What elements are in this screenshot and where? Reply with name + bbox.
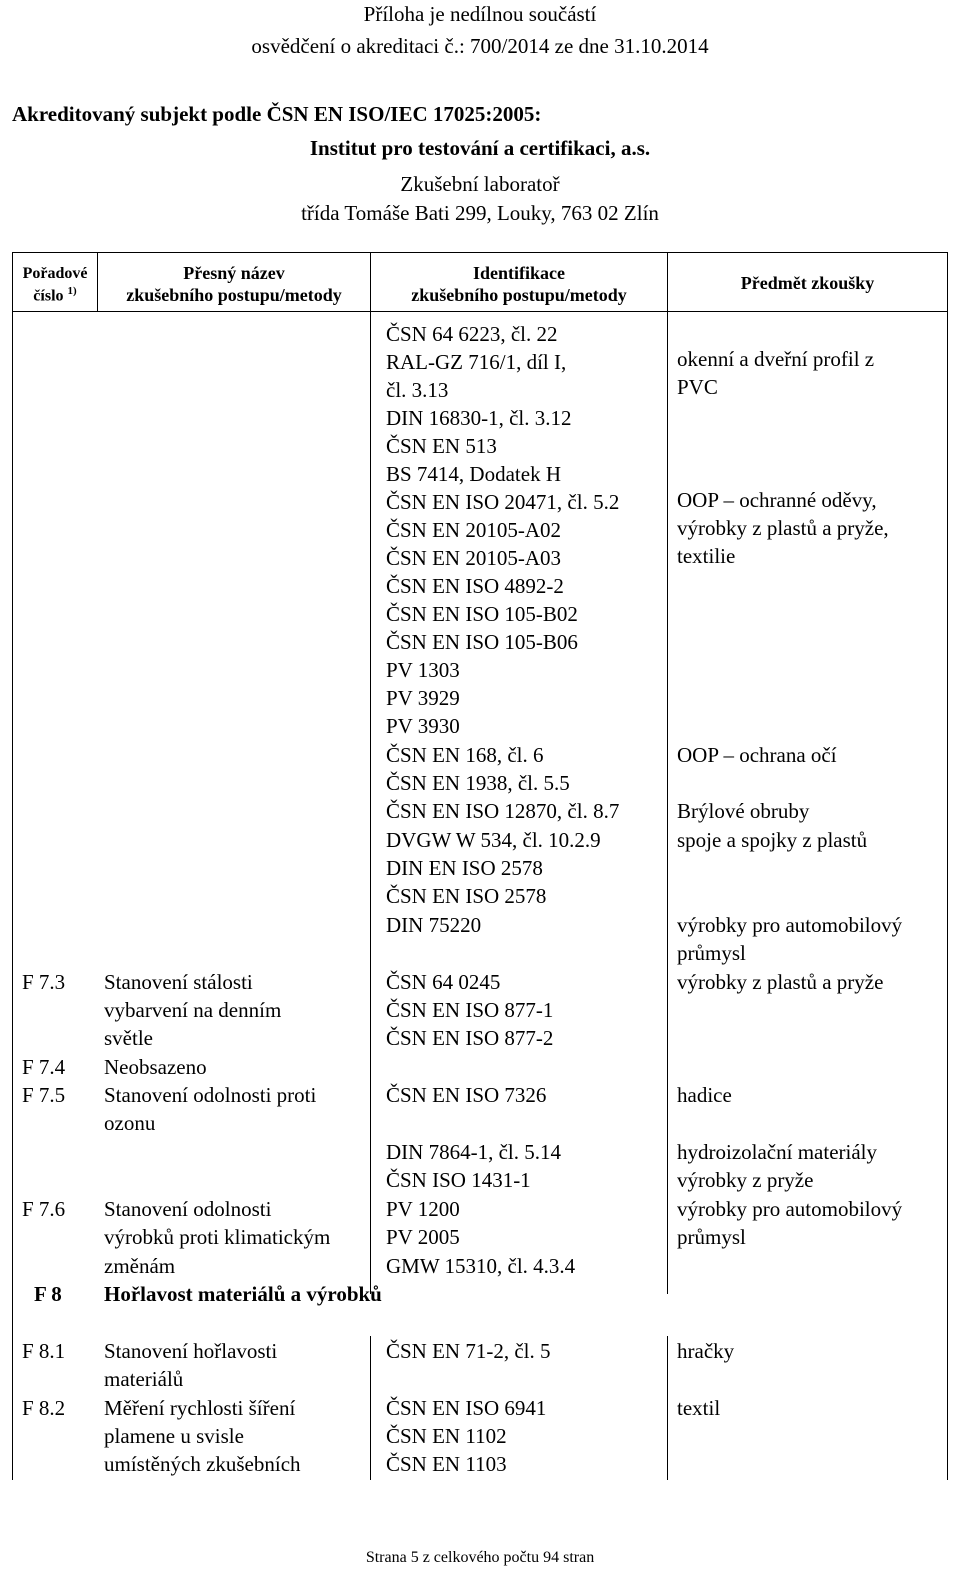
method-item: PV 1200 — [386, 1197, 460, 1221]
subject-item: hadice — [677, 1083, 732, 1107]
subject-item: okenní a dveřní profil z — [677, 347, 875, 371]
subject-item: výrobky pro automobilový — [677, 1197, 903, 1221]
row-number: F 7.5 — [22, 1083, 66, 1107]
method-item: ČSN EN ISO 7326 — [386, 1083, 547, 1107]
method-item: ČSN EN ISO 6941 — [386, 1396, 547, 1420]
method-item: ČSN EN ISO 20471, čl. 5.2 — [386, 490, 620, 514]
method-item: ČSN EN 168, čl. 6 — [386, 743, 544, 767]
table-border-left — [12, 312, 13, 1480]
subject-item: průmysl — [677, 941, 746, 965]
method-item: RAL-GZ 716/1, díl I, — [386, 350, 567, 374]
table-divider-subject — [667, 312, 668, 1294]
page-footer: Strana 5 z celkového počtu 94 stran — [365, 1549, 595, 1566]
column-header-subject: Předmět zkoušky — [667, 252, 948, 312]
subject-item: OOP – ochranné oděvy, — [677, 488, 877, 512]
section-title: Hořlavost materiálů a výrobků — [104, 1282, 382, 1306]
subject-item: výrobky z plastů a pryže, — [677, 516, 889, 540]
method-name: ozonu — [104, 1111, 156, 1135]
column-header-identification: Identifikace zkušebního postupu/metody — [370, 252, 668, 312]
method-name: materiálů — [104, 1367, 184, 1391]
subject-item: výrobky z plastů a pryže — [677, 970, 884, 994]
subject-item: Brýlové obruby — [677, 799, 810, 823]
table-divider-identification-2 — [370, 1336, 371, 1480]
institute-name: Institut pro testování a certifikaci, a.s. — [309, 136, 651, 160]
method-item: PV 3930 — [386, 714, 460, 738]
method-item: ČSN EN ISO 105-B06 — [386, 630, 578, 654]
method-item: ČSN ISO 1431-1 — [386, 1168, 531, 1192]
method-item: ČSN EN 1102 — [386, 1424, 507, 1448]
table-border-right — [947, 312, 948, 1480]
method-item: ČSN EN ISO 877-1 — [386, 998, 554, 1022]
method-item: DVGW W 534, čl. 10.2.9 — [386, 828, 601, 852]
method-item: PV 2005 — [386, 1225, 460, 1249]
method-item: ČSN EN ISO 12870, čl. 8.7 — [386, 799, 620, 823]
subject-item: výrobky pro automobilový — [677, 913, 903, 937]
subject-item: OOP – ochrana očí — [677, 743, 837, 767]
method-item: ČSN EN ISO 105-B02 — [386, 602, 578, 626]
accreditation-title: Akreditovaný subjekt podle ČSN EN ISO/IEC 17025:2005: — [12, 102, 542, 126]
subject-item: hydroizolační materiály — [677, 1140, 878, 1164]
row-number: F 7.4 — [22, 1055, 66, 1079]
row-number: F 7.6 — [22, 1197, 66, 1221]
method-name: světle — [104, 1026, 153, 1050]
method-item: ČSN EN 1938, čl. 5.5 — [386, 771, 570, 795]
subject-item: hračky — [677, 1339, 735, 1363]
method-name: Stanovení stálosti — [104, 970, 253, 994]
method-item: čl. 3.13 — [386, 378, 449, 402]
method-item: ČSN 64 0245 — [386, 970, 501, 994]
row-number: F 8.1 — [22, 1339, 66, 1363]
annex-note: Příloha je nedílnou součástí — [363, 2, 597, 26]
method-item: GMW 15310, čl. 4.3.4 — [386, 1254, 576, 1278]
method-item: BS 7414, Dodatek H — [386, 462, 561, 486]
table-divider-identification — [370, 312, 371, 1294]
method-name: Měření rychlosti šíření — [104, 1396, 296, 1420]
row-number: F 7.3 — [22, 970, 66, 994]
subject-item: spoje a spojky z plastů — [677, 828, 868, 852]
subject-item: PVC — [677, 375, 718, 399]
method-item: ČSN EN 1103 — [386, 1452, 507, 1476]
method-item: PV 1303 — [386, 658, 460, 682]
subject-item: textil — [677, 1396, 721, 1420]
lab-name: Zkušební laboratoř — [400, 172, 560, 196]
method-name: Neobsazeno — [104, 1055, 207, 1079]
method-name: Stanovení odolnosti proti — [104, 1083, 317, 1107]
method-name: změnám — [104, 1254, 176, 1278]
method-item: DIN 16830-1, čl. 3.12 — [386, 406, 572, 430]
method-item: ČSN 64 6223, čl. 22 — [386, 322, 558, 346]
section-number: F 8 — [34, 1282, 62, 1306]
method-name: plamene u svisle — [104, 1424, 244, 1448]
column-header-name: Přesný název zkušebního postupu/metody — [97, 252, 371, 312]
lab-address: třída Tomáše Bati 299, Louky, 763 02 Zlín — [301, 201, 659, 225]
row-number: F 8.2 — [22, 1396, 66, 1420]
method-item: DIN 7864-1, čl. 5.14 — [386, 1140, 561, 1164]
column-header-number: Pořadové číslo $^{1)}$ — [12, 252, 98, 312]
method-name: Stanovení hořlavosti — [104, 1339, 278, 1363]
method-item: ČSN EN ISO 2578 — [386, 884, 547, 908]
method-item: ČSN EN ISO 877-2 — [386, 1026, 554, 1050]
method-item: ČSN EN 513 — [386, 434, 497, 458]
method-name: Stanovení odolnosti — [104, 1197, 272, 1221]
method-item: DIN EN ISO 2578 — [386, 856, 543, 880]
method-item: DIN 75220 — [386, 913, 482, 937]
certificate-reference: osvědčení o akreditaci č.: 700/2014 ze dne 31.10.2014 — [251, 34, 709, 58]
method-name: vybarvení na denním — [104, 998, 282, 1022]
method-item: PV 3929 — [386, 686, 460, 710]
method-name: umístěných zkušebních — [104, 1452, 301, 1476]
method-item: ČSN EN ISO 4892-2 — [386, 574, 564, 598]
subject-item: výrobky z pryže — [677, 1168, 814, 1192]
method-item: ČSN EN 71-2, čl. 5 — [386, 1339, 551, 1363]
method-item: ČSN EN 20105-A02 — [386, 518, 562, 542]
subject-item: průmysl — [677, 1225, 746, 1249]
table-divider-subject-2 — [667, 1336, 668, 1480]
subject-item: textilie — [677, 544, 736, 568]
method-item: ČSN EN 20105-A03 — [386, 546, 562, 570]
method-name: výrobků proti klimatickým — [104, 1225, 331, 1249]
